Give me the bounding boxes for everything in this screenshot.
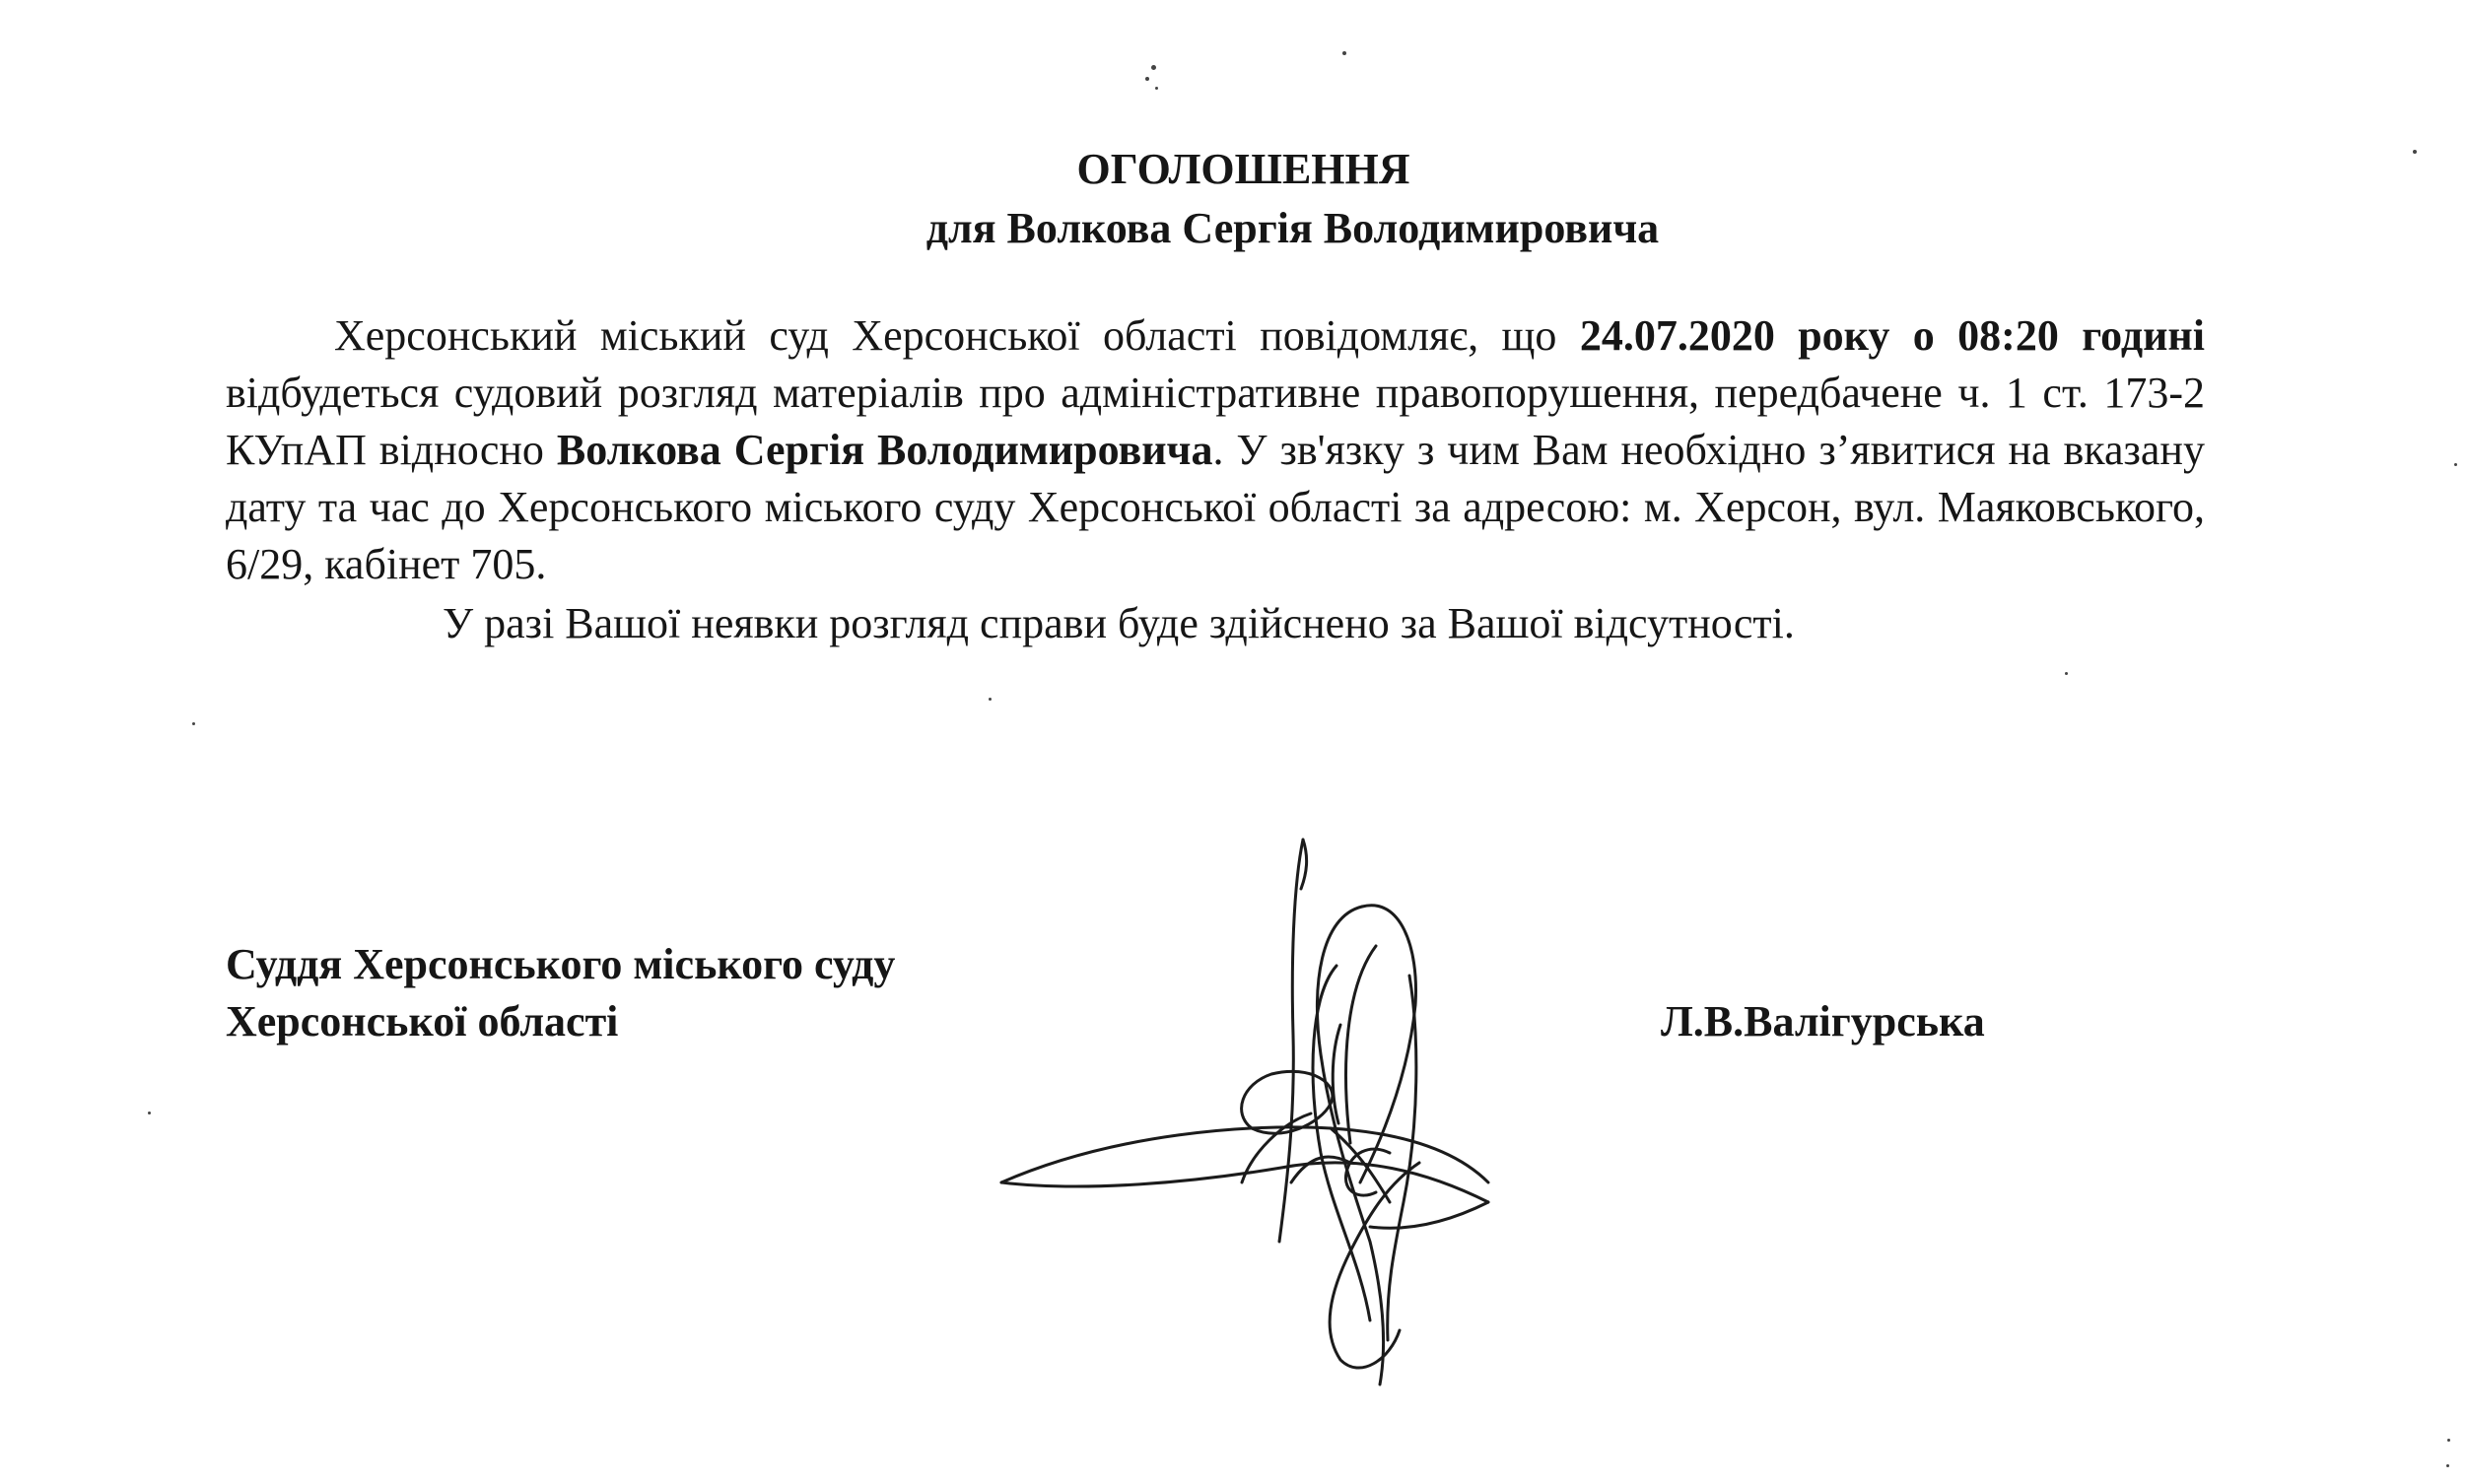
handwritten-signature xyxy=(995,828,1508,1389)
scan-speck xyxy=(1151,65,1156,70)
judge-title-line2: Херсонської області xyxy=(226,997,619,1046)
defendant-name: Волкова Сергія Володимировича xyxy=(556,426,1213,474)
scan-speck xyxy=(1155,87,1158,90)
addressee-line: для Волкова Сергія Володимировича xyxy=(925,204,1660,252)
main-paragraph-part2: відбудеться судовий розгляд матеріалів про адміністративне правопорушення, передбачене ч. 1 ст. 173-2 КУпАП відносно xyxy=(226,369,2205,474)
page-title: ОГОЛОШЕННЯ xyxy=(1076,145,1410,193)
judge-title-line1: Суддя Херсонського міського суду xyxy=(226,940,896,988)
main-paragraph xyxy=(226,307,2205,593)
scan-speck xyxy=(2454,463,2457,466)
scan-speck xyxy=(148,1112,151,1114)
scan-speck xyxy=(1145,77,1149,81)
judge-name: Л.В.Валігурська xyxy=(1661,997,1985,1046)
main-paragraph-part1: Херсонський міський суд Херсонської області повідомляє, що xyxy=(334,311,1580,360)
scan-speck xyxy=(1342,51,1346,55)
hearing-date-time: 24.07.2020 року о 08:20 годині xyxy=(1579,311,2206,360)
absence-paragraph: У разі Вашої неявки розгляд справи буде здійснено за Вашої відсутності. xyxy=(443,599,1795,647)
scan-speck xyxy=(2446,1464,2449,1467)
scan-speck xyxy=(192,722,195,725)
scan-speck xyxy=(2065,672,2068,675)
main-paragraph-part3: . У зв'язку з чим Вам необхідно з’явитися на вказану дату та час до Херсонського міського суду Херсонської області за адресою: м. Херсон, вул. Маяковського, 6/29, кабінет 705. xyxy=(226,426,2205,588)
scan-speck xyxy=(989,698,992,701)
scan-speck xyxy=(2447,1439,2450,1442)
